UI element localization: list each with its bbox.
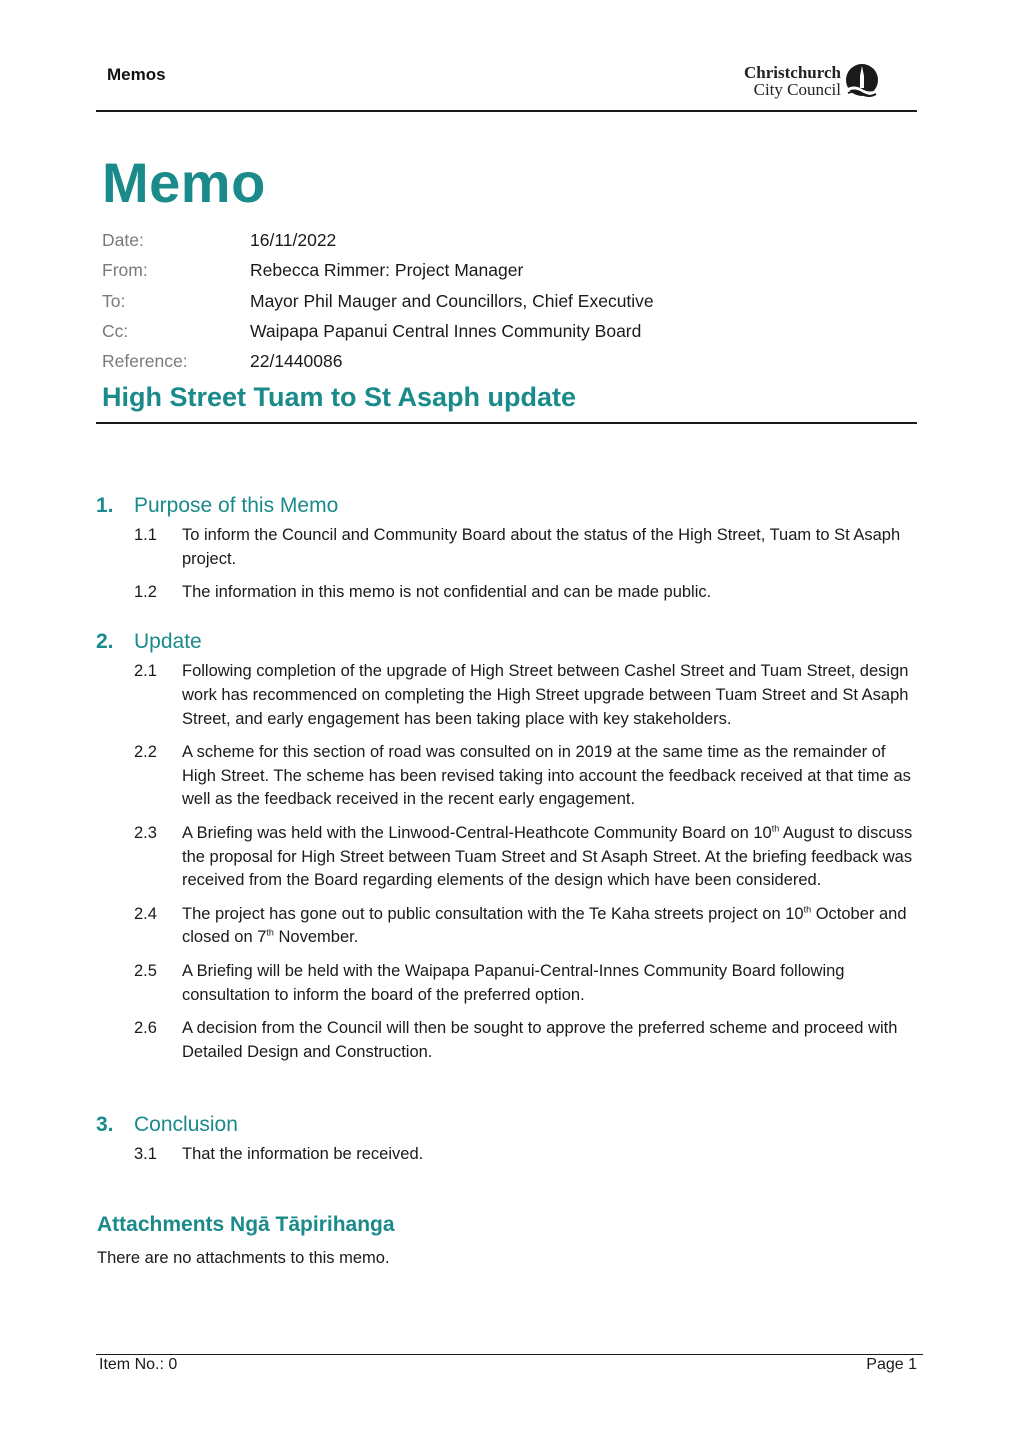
item-number: 2.5 [134,961,157,980]
ordinal-suffix: th [803,904,812,915]
section-title: Conclusion [134,1113,238,1136]
ordinal-suffix: th [771,823,780,834]
attachments-heading: Attachments Ngā Tāpirihanga [97,1213,395,1236]
list-item [96,903,917,951]
logo-line-2: City Council [753,80,841,99]
page-header [96,60,917,112]
ordinal-suffix: th [266,927,274,938]
meta-label: From: [102,260,148,281]
item-text-part: A Briefing was held with the Linwood-Central-Heathcote Community Board on 10 [182,823,772,842]
item-number: 2.3 [134,823,157,842]
item-text: The information in this memo is not confidential and can be made public. [182,583,712,602]
section-number: 1. [96,494,114,517]
item-number: 3.1 [134,1145,157,1163]
item-text [182,903,917,951]
section-heading [96,494,917,524]
section-update [96,630,917,1074]
item-number: 2.6 [134,1018,157,1037]
section-title: Update [134,630,202,653]
item-number-label: Item No.: 0 [99,1356,178,1373]
meta-label: Reference: [102,351,188,372]
meta-label: Date: [102,230,144,250]
section-number: 2. [96,630,114,653]
item-text: Following completion of the upgrade of High Street between Cashel Street and Tuam Street, design work has recommenced on completing the High Street upgrade between Tuam Street and St Asaph Street, and early engagement has been taking place with key stakeholders. [182,662,909,728]
meta-value: 22/1440086 [250,351,343,372]
memo-subject: High Street Tuam to St Asaph update [102,382,577,412]
meta-value: Waipapa Papanui Central Innes Community Board [250,320,642,341]
item-number: 2.2 [134,742,157,761]
list-item [96,960,917,1008]
list-item [96,581,917,605]
item-text: A decision from the Council will then be sought to approve the preferred scheme and proceed with Detailed Design and Construction. [182,1018,898,1061]
cathedral-logo-icon [843,62,881,100]
page-number: Page 1 [866,1356,917,1373]
attachments-text: There are no attachments to this memo. [97,1249,390,1267]
section-conclusion [96,1113,917,1176]
list-item [96,524,917,572]
section-heading [96,1113,917,1143]
item-text-part: August to discuss the proposal for High Street between Tuam Street and St Asaph Street. At the briefing feedback was received from the Board regarding elements of the design which have been considered. [182,823,913,890]
item-number: 1.2 [134,583,157,602]
subject-block [96,382,917,424]
list-item [96,1017,917,1065]
item-text: To inform the Council and Community Board about the status of the High Street, Tuam to St Asaph project. [182,526,901,568]
item-number: 2.1 [134,662,157,680]
page-footer [96,1354,923,1384]
item-text-part: November. [273,928,359,947]
item-number: 1.1 [134,526,157,544]
header-title: Memos [107,65,166,84]
item-text: That the information be received. [182,1145,424,1163]
item-text: A Briefing will be held with the Waipapa Papanui-Central-Innes Community Board following consultation to inform the board of the preferred option. [182,961,845,1004]
list-item [96,741,917,812]
list-item [96,822,917,893]
meta-value: Rebecca Rimmer: Project Manager [250,260,524,281]
item-text: A scheme for this section of road was consulted on in 2019 at the same time as the remainder of High Street. The scheme has been revised taking into account the feedback received at that time as well as the feedback received in the recent early engagement. [182,742,911,809]
item-number: 2.4 [134,904,157,923]
section-title: Purpose of this Memo [134,494,339,517]
meta-value: 16/11/2022 [250,230,337,250]
item-text-part: The project has gone out to public consultation with the Te Kaha streets project on 10 [182,904,804,923]
logo-line-1: Christchurch [744,63,841,82]
memo-title: Memo [102,151,266,214]
section-heading [96,630,917,660]
section-number: 3. [96,1113,114,1136]
meta-label: Cc: [102,320,129,341]
item-text-part: October and closed on 7 [182,904,907,947]
meta-label: To: [102,290,126,311]
item-text [182,822,917,893]
list-item [96,660,917,731]
meta-value: Mayor Phil Mauger and Councillors, Chief Executive [250,290,654,311]
section-purpose [96,494,917,614]
list-item [96,1143,917,1167]
council-logo [739,60,899,102]
